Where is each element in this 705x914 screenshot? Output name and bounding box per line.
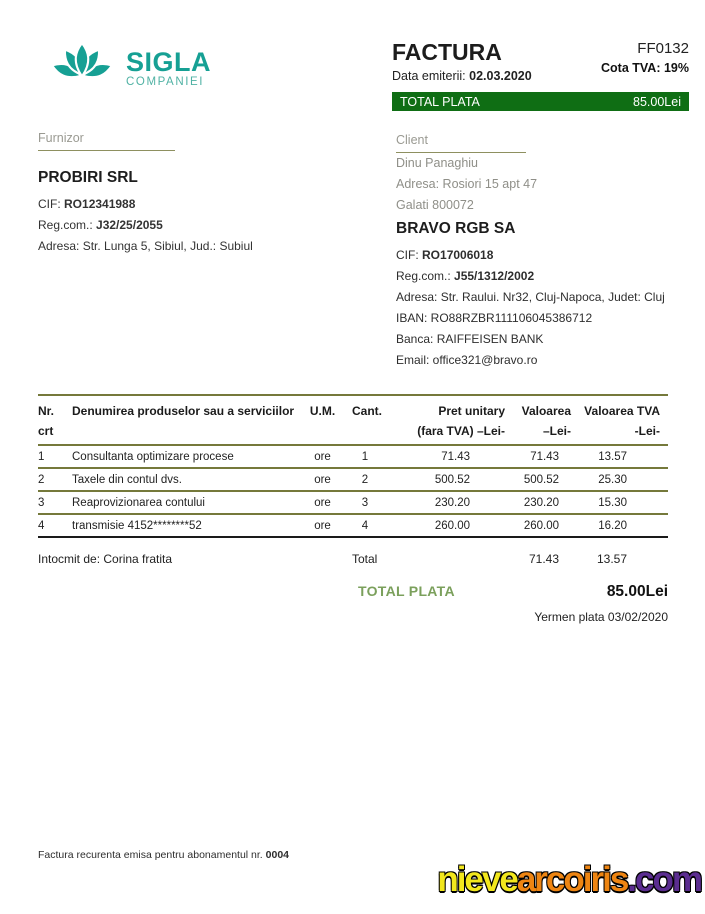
issue-date-value: 02.03.2020: [469, 69, 532, 83]
col-header-nr: Nr. crt: [38, 395, 72, 445]
summary-total-label: TOTAL PLATA: [358, 583, 455, 599]
client-cif-line: [396, 249, 696, 262]
client-section-label: Client: [396, 133, 526, 153]
item-nr: 2: [38, 468, 72, 491]
item-value: 71.43: [505, 445, 575, 468]
client-section: [396, 133, 696, 375]
invoice-meta-block: [601, 40, 689, 83]
items-table-header-row: [38, 395, 668, 445]
item-um: ore: [305, 445, 340, 468]
summary-total-value: 85.00Lei: [606, 583, 668, 600]
item-unit-price: 500.52: [390, 468, 505, 491]
item-um: ore: [305, 491, 340, 514]
total-value: 71.43: [528, 552, 559, 566]
supplier-name: PROBIRI SRL: [38, 169, 138, 186]
client-bank: Banca: RAIFFEISEN BANK: [396, 332, 544, 346]
item-row: [38, 468, 668, 491]
item-vat: 25.30: [575, 468, 668, 491]
client-contact-city: Galati 800072: [396, 198, 474, 212]
invoice-header: [392, 40, 689, 111]
supplier-regcom-line: [38, 219, 368, 232]
item-value: 260.00: [505, 514, 575, 537]
client-email: Email: office321@bravo.ro: [396, 353, 538, 367]
total-due-bar: [392, 92, 689, 111]
item-name: Reaprovizionarea contului: [72, 491, 305, 514]
item-row: [38, 491, 668, 514]
item-unit-price: 71.43: [390, 445, 505, 468]
supplier-regcom-value: J32/25/2055: [96, 218, 163, 232]
total-bar-label: TOTAL PLATA: [400, 94, 480, 109]
logo-name: SIGLA: [126, 46, 212, 77]
client-iban: IBAN: RO88RZBR111106045386712: [396, 311, 593, 325]
lotus-flower-icon: [44, 38, 120, 98]
logo-subtitle: COMPANIEI: [126, 75, 205, 88]
item-cant: 4: [340, 514, 390, 537]
total-label: Total: [352, 552, 378, 566]
item-value: 230.20: [505, 491, 575, 514]
client-cif-label: CIF:: [396, 248, 419, 262]
col-header-um: U.M.: [305, 395, 340, 445]
item-vat: 16.20: [575, 514, 668, 537]
vat-rate: Cota TVA: 19%: [601, 61, 689, 75]
supplier-section: [38, 131, 368, 261]
item-name: transmisie 4152********52: [72, 514, 305, 537]
recurring-invoice-note: [38, 849, 289, 861]
item-name: Taxele din contul dvs.: [72, 468, 305, 491]
item-um: ore: [305, 468, 340, 491]
client-regcom-line: [396, 270, 696, 283]
invoice-title-block: [392, 40, 532, 83]
total-vat: 13.57: [596, 552, 627, 566]
invoice-number: FF0132: [637, 40, 689, 57]
item-vat: 13.57: [575, 445, 668, 468]
item-unit-price: 230.20: [390, 491, 505, 514]
due-date-line: Yermen plata 03/02/2020: [534, 610, 668, 624]
table-totals-row: [38, 537, 668, 566]
supplier-cif-value: RO12341988: [64, 197, 136, 211]
supplier-regcom-label: Reg.com.:: [38, 218, 93, 232]
items-table-section: [38, 394, 668, 566]
col-header-cant: Cant.: [340, 395, 390, 445]
item-name: Consultanta optimizare procese: [72, 445, 305, 468]
supplier-cif-line: [38, 198, 368, 211]
item-row: [38, 445, 668, 468]
watermark-segment: .com: [627, 860, 701, 899]
watermark-segment: nieve: [437, 860, 517, 899]
item-row: [38, 514, 668, 537]
item-cant: 2: [340, 468, 390, 491]
subscription-number: 0004: [265, 849, 289, 861]
col-header-name: Denumirea produselor sau a serviciilor: [72, 395, 305, 445]
item-cant: 1: [340, 445, 390, 468]
summary-section: [38, 583, 668, 624]
invoice-title: FACTURA: [392, 39, 502, 65]
client-regcom-value: J55/1312/2002: [454, 269, 535, 283]
item-um: ore: [305, 514, 340, 537]
item-vat: 15.30: [575, 491, 668, 514]
client-contact-address: Adresa: Rosiori 15 apt 47: [396, 177, 538, 191]
supplier-section-label: Furnizor: [38, 131, 175, 151]
logo-text: [126, 46, 212, 88]
item-nr: 1: [38, 445, 72, 468]
client-company-name: BRAVO RGB SA: [396, 220, 516, 237]
client-cif-value: RO17006018: [422, 248, 494, 262]
watermark-segment: arcoiris: [516, 860, 628, 899]
item-cant: 3: [340, 491, 390, 514]
client-regcom-label: Reg.com.:: [396, 269, 451, 283]
item-nr: 3: [38, 491, 72, 514]
issue-date-line: [392, 69, 532, 83]
client-address: Adresa: Str. Raului. Nr32, Cluj-Napoca, Judet: Cluj: [396, 290, 665, 304]
company-logo: [44, 38, 211, 98]
site-watermark: [437, 858, 701, 902]
issue-date-label: Data emiterii:: [392, 69, 466, 83]
note-text: Factura recurenta emisa pentru abonamentul nr.: [38, 849, 266, 861]
client-contact-name: Dinu Panaghiu: [396, 156, 479, 170]
item-value: 500.52: [505, 468, 575, 491]
supplier-cif-label: CIF:: [38, 197, 61, 211]
supplier-address: Adresa: Str. Lunga 5, Sibiul, Jud.: Subiul: [38, 239, 253, 253]
col-header-vat: Valoarea TVA -Lei-: [575, 395, 668, 445]
items-table: [38, 394, 668, 566]
total-bar-value: 85.00Lei: [633, 94, 681, 109]
prepared-by: Intocmit de: Corina fratita: [38, 552, 173, 566]
item-nr: 4: [38, 514, 72, 537]
col-header-value: Valoarea –Lei-: [505, 395, 575, 445]
item-unit-price: 260.00: [390, 514, 505, 537]
col-header-unit-price: Pret unitary (fara TVA) –Lei-: [390, 395, 505, 445]
